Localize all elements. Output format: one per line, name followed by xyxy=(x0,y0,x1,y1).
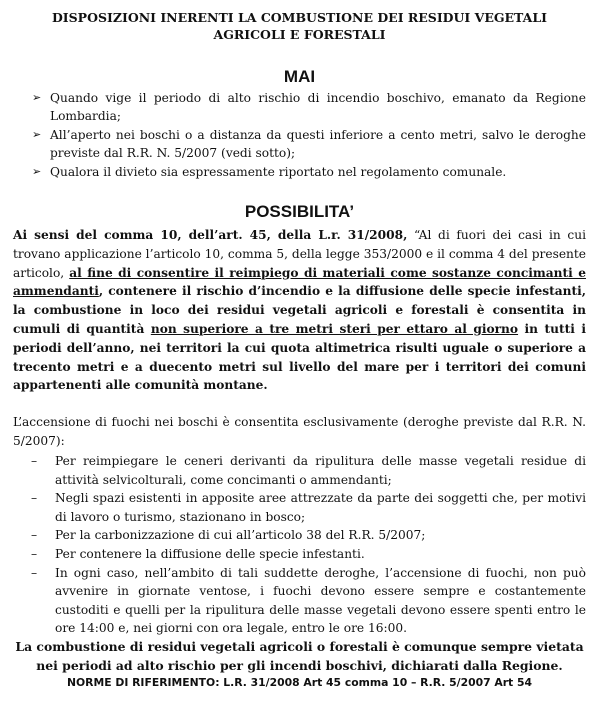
emphasis-text: non superiore a tre metri steri per ettaro al giorno xyxy=(150,322,519,337)
list-item-text: Per la carbonizzazione di cui all’articolo 38 del R.R. 5/2007; xyxy=(55,528,426,543)
list-item xyxy=(31,452,586,489)
list-item-text: In ogni caso, nell’ambito di tali suddette deroghe, l’accensione di fuochi, non può avvenire in giornate ventose, i fuochi devono essere sempre e costantemente custoditi e quelli per la ripulitura delle masse vegetali devono essere spenti entro le ore 14:00 e, nei giorni con ora legale, entro le ore 16:00. xyxy=(55,565,586,636)
arrow-bullet-icon: ➢ xyxy=(32,91,42,104)
list-item-text: All’aperto nei boschi o a distanza da questi inferiore a cento metri, salvo le deroghe previste dal R.R. N. 5/2007 (vedi sotto); xyxy=(50,127,586,161)
quote-text: “Al di fuori dei casi in cui trovano applicazione l’articolo 10, comma 5, della legge 353/2000 e il comma 4 del presente articolo, xyxy=(13,228,586,280)
dash-bullet-icon: – xyxy=(31,546,38,561)
list-item xyxy=(31,489,586,526)
list-item-text: Qualora il divieto sia espressamente riportato nel regolamento comunale. xyxy=(50,164,507,179)
list-item-text: Per reimpiegare le ceneri derivanti da ripulitura delle masse vegetali residue di attività selvicolturali, come concimanti o ammendanti; xyxy=(55,454,586,487)
list-item xyxy=(31,564,586,638)
exceptions-intro: L’accensione di fuochi nei boschi è consentita esclusivamente (deroghe previste dal R.R. N. 5/2007): xyxy=(13,415,586,448)
document-title: DISPOSIZIONI INERENTI LA COMBUSTIONE DEI RESIDUI VEGETALI AGRICOLI E FORESTALI xyxy=(51,10,548,42)
list-item-text: Negli spazi esistenti in apposite aree attrezzate da parte dei soggetti che, per motivi di lavoro o turismo, stazionano in bosco; xyxy=(55,491,586,524)
legal-reference: Ai sensi del comma 10, dell’art. 45, della L.r. 31/2008, xyxy=(13,228,408,243)
emphasis-text: al fine di consentire il reimpiego di materiali come sostanze concimanti e ammendanti xyxy=(13,265,586,299)
list-item-text: Quando vige il periodo di alto rischio di incendio boschivo, emanato da Regione Lombardia; xyxy=(50,91,586,124)
arrow-bullet-icon: ➢ xyxy=(32,127,42,141)
reference-norms: NORME DI RIFERIMENTO: L.R. 31/2008 Art 45 comma 10 – R.R. 5/2007 Art 54 xyxy=(66,676,533,690)
dash-bullet-icon: – xyxy=(31,565,38,580)
list-item xyxy=(31,545,586,564)
dash-bullet-icon: – xyxy=(31,528,38,543)
section-heading-possibilita: POSSIBILITA’ xyxy=(244,202,355,222)
mai-list xyxy=(13,89,586,181)
exceptions-list xyxy=(13,452,586,638)
legal-paragraph xyxy=(13,226,586,395)
final-note: La combustione di residui vegetali agricoli o forestali è comunque sempre vietata nei periodi ad alto rischio per gli incendi boschivi, dichiarati dalla Regione. xyxy=(15,638,584,673)
dash-bullet-icon: – xyxy=(31,491,38,506)
dash-bullet-icon: – xyxy=(31,454,38,469)
emphasis-text: , contenere il rischio d’incendio e la diffusione delle specie infestanti, la combustione in loco dei residui vegetali agricoli e forestali è consentita in cumuli di quantità xyxy=(13,284,586,337)
section-heading-mai: MAI xyxy=(283,67,316,86)
list-item xyxy=(32,126,586,163)
list-item xyxy=(32,89,586,126)
list-item-text: Per contenere la diffusione delle specie infestanti. xyxy=(55,546,365,561)
arrow-bullet-icon: ➢ xyxy=(32,164,42,178)
list-item xyxy=(32,163,586,181)
list-item xyxy=(31,526,586,545)
emphasis-text: in tutti i periodi dell’anno, nei territori la cui quota altimetrica risulti uguale o superiore a trecento metri e a duecento metri sul livello del mare per i territori dei comuni appartenenti alle comunità montane. xyxy=(13,322,587,393)
